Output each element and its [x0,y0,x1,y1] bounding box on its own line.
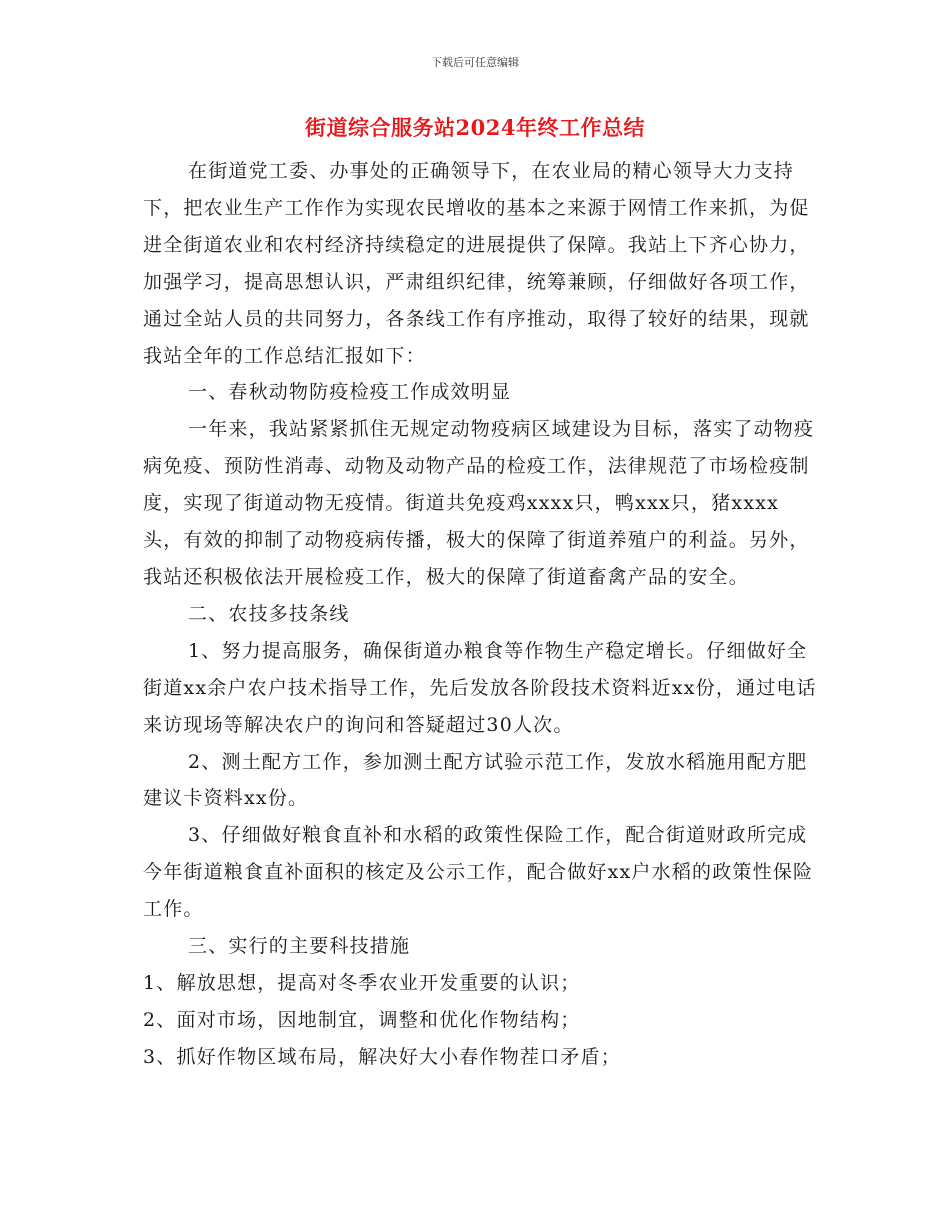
paragraph-item-2-3: 3、仔细做好粮食直补和水稻的政策性保险工作，配合街道财政所完成今年街道粮食直补面积的核定及公示工作，配合做好xx户水稻的政策性保险工作。 [143,824,814,921]
section-heading-1: 一、春秋动物防疫检疫工作成效明显 [188,381,512,404]
section-heading-2: 二、农技多技条线 [188,602,350,625]
paragraph-intro: 在街道党工委、办事处的正确领导下，在农业局的精心领导大力支持下，把农业生产工作作为实现农民增收的基本之来源于网情工作来抓，为促进全街道农业和农村经济持续稳定的进展提供了保障。我站上下齐心协力，加强学习，提高思想认识，严肃组织纪律，统筹兼顾，仔细做好各项工作，通过全站人员的共同努力，各条线工作有序推动，取得了较好的结果，现就我站全年的工作总结汇报如下： [143,160,810,367]
list-item-3-2: 2、面对市场，因地制宜，调整和优化作物结构； [143,1008,581,1031]
header-note: 下载后可任意编辑 [431,56,519,69]
list-item-3-1: 1、解放思想，提高对冬季农业开发重要的认识； [143,971,581,994]
paragraph-item-2-1: 1、努力提高服务，确保街道办粮食等作物生产稳定增长。仔细做好全街道xx余户农户技术指导工作，先后发放各阶段技术资料近xx份，通过电话来访现场等解决农户的询问和答疑超过30人次。 [143,639,817,736]
section-heading-3: 三、实行的主要科技措施 [188,935,411,958]
paragraph-item-2-2: 2、测土配方工作，参加测土配方试验示范工作，发放水稻施用配方肥建议卡资料xx份。 [143,750,808,810]
paragraph-section-1: 一年来，我站紧紧抓住无规定动物疫病区域建设为目标，落实了动物疫病免疫、预防性消毒、动物及动物产品的检疫工作，法律规范了市场检疫制度，实现了街道动物无疫情。街道共免疫鸡xxxx只，鸭xxx只，猪xxxx头，有效的抑制了动物疫病传播，极大的保障了街道养殖户的利益。另外，我站还积极依法开展检疫工作，极大的保障了街道畜禽产品的安全。 [143,418,815,588]
document-title: 街道综合服务站2024年终工作总结 [305,115,645,140]
document-body [143,153,818,1076]
list-item-3-3: 3、抓好作物区域布局，解决好大小春作物茬口矛盾； [143,1045,621,1068]
